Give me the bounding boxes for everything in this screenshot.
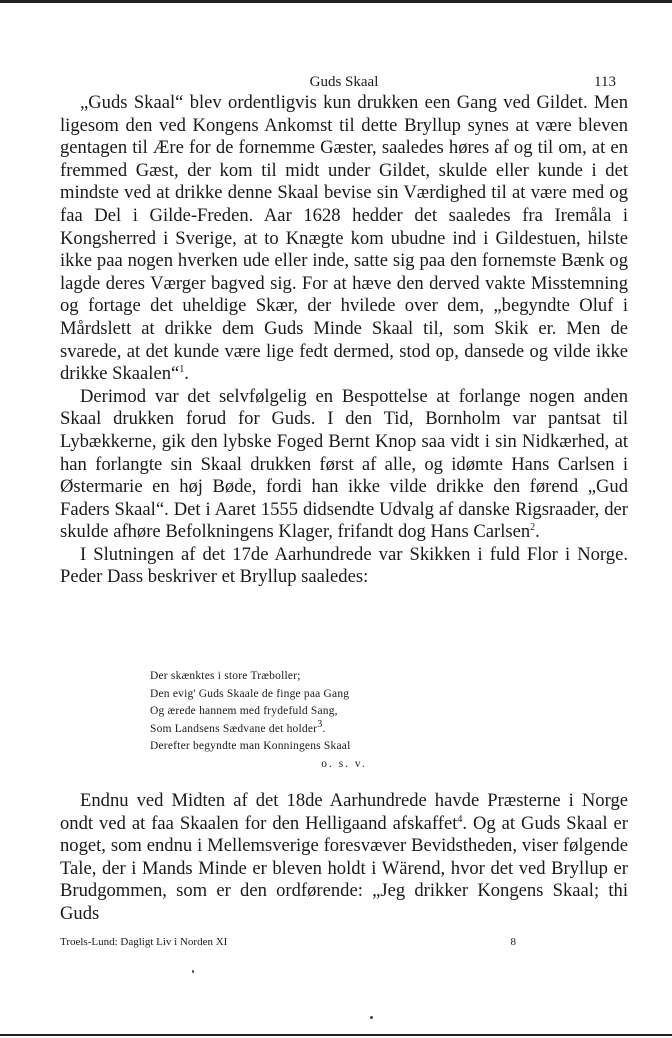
paragraph-1-tail: . [184, 363, 189, 385]
paragraph-4-part2: . Og at Guds Skaal er noget, som endnu i Mellemsverige foresvæver Bevidstheden, viser følgende Tale, der i Mands Minde er bleven holdt i Wärend, hvor det ved Bryllup er Brudgommen, som er den ordførende: „Jeg drikker Kongens Skaal; thi Guds [60, 812, 628, 924]
page-number: 113 [594, 74, 616, 90]
paragraph-3-text: I Slutningen af det 17de Aarhundrede var Skikken i fuld Flor i Norge. Peder Dass beskriver et Bryllup saaledes: [60, 543, 628, 588]
paragraph-1-text: „Guds Skaal“ blev ordentligvis kun drukken een Gang ved Gildet. Men ligesom den ved Kongens Ankomst til dette Bryllup synes at være bleven gentagen til Ære for de fornemme Gæster, saaledes høres af og til om, at en fremmed Gæst, der kom til midt under Gildet, skulde eller kunde i det mindste ved at drikke denne Skaal bevise sin Værdighed til at være med og faa Del i Gilde-Freden. Aar 1628 hedder det saaledes fra Iremåla i Kongsherred i Sverige, at to Knægte kom ubudne ind i Gildestuen, hilste ikke paa nogen hverken ude eller inde, satte sig paa den fornemste Bænk og lagde deres Værger bagved sig. For at hæve den derved vakte Misstemning og fortage det uheldige Skær, der hvilede over dem, „begyndte Oluf i Mårdslett at drikke dem Guds Minde Skaal til, som Skik er. Men de svarede, at det kunde være lige fedt dermed, stod op, dansede og vilde ikke drikke Skaalen“ [60, 92, 628, 385]
scan-speck [192, 970, 194, 973]
footnote-ref-2: 2 [530, 522, 536, 534]
paragraph-4-part1: Endnu ved Midten af det 18de Aarhundrede havde Præsterne i Norge ondt ved at faa Skaalen for den Helligaand afskaffet [60, 790, 628, 834]
footnote-ref-4: 4 [457, 813, 463, 825]
running-head [60, 74, 628, 94]
poem-line-1: Der skænktes i store Træboller; [150, 670, 301, 682]
footnote-ref-3: 3 [317, 718, 323, 730]
poem-line-4-tail: . [322, 722, 326, 735]
paragraph-4 [60, 790, 628, 926]
bottom-scan-edge [0, 1034, 672, 1036]
page-footer [60, 936, 628, 952]
paragraph-2-tail: . [535, 521, 540, 543]
footnote-ref-1: 1 [179, 363, 185, 375]
scan-speck [370, 1016, 373, 1019]
paragraph-1 [60, 92, 628, 386]
paragraph-2 [60, 386, 628, 544]
footer-credit: Troels-Lund: Dagligt Liv i Norden XI [60, 936, 228, 948]
paragraph-2-text: Derimod var det selvfølgelig en Bespottelse at forlange nogen anden Skaal drukken forud for Guds. I den Tid, Bornholm var pantsat til Lybækkerne, gik den lybske Foged Bernt Knop saa vidt i sin Nidkærhed, at han forlangte sin Skaal drukken først af alle, og idømte Hans Carlsen i Østermarie en høj Bøde, fordi han ikke vilde drikke den førend „Gud Faders Skaal“. Det i Aaret 1555 didsendte Udvalg af danske Rigsraader, der skulde afhøre Befolkningens Klager, frifandt dog Hans Carlsen [60, 385, 628, 543]
closing-text [60, 790, 628, 926]
paragraph-3 [60, 544, 628, 589]
running-title: Guds Skaal [309, 74, 379, 90]
poem-line-4 [150, 718, 550, 739]
body-text [60, 92, 628, 589]
signature-mark: 8 [510, 936, 516, 948]
poem-quote [150, 668, 550, 756]
poem-line-4-text: Som Landsens Sædvane det holder [150, 722, 318, 735]
poem-ellipsis: o. s. v. [321, 758, 367, 770]
top-scan-edge [0, 0, 672, 3]
poem-line-5: Derefter begyndte man Konningens Skaal [150, 740, 351, 753]
poem-line-3: Og ærede hannem med frydefuld Sang, [150, 705, 338, 718]
poem-line-2: Den evig' Guds Skaale de finge paa Gang [150, 687, 350, 700]
